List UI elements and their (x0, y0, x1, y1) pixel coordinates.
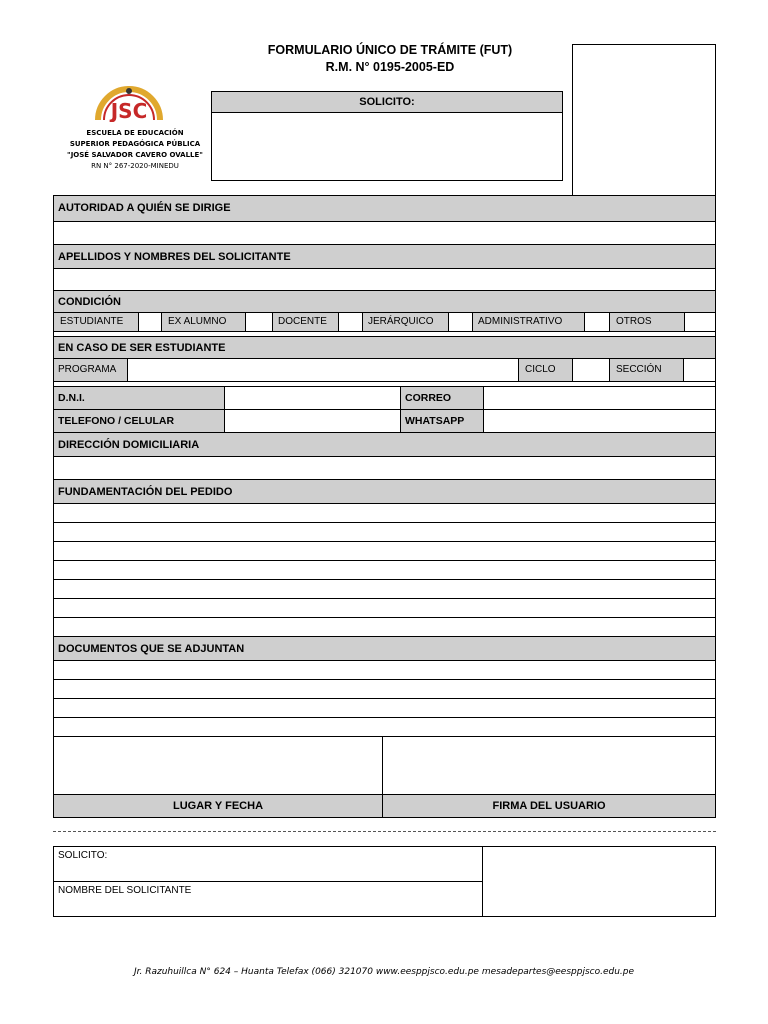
form-title: FORMULARIO ÚNICO DE TRÁMITE (FUT) (267, 43, 513, 57)
photo-box[interactable] (572, 44, 716, 196)
condicion-estudiante-label: ESTUDIANTE (60, 316, 124, 327)
fundamentacion-line[interactable] (54, 504, 715, 523)
solicito-field[interactable] (212, 113, 562, 181)
condicion-exalumno-checkbox[interactable] (245, 313, 273, 331)
receipt-nombre-field[interactable] (54, 882, 483, 916)
dni-label: D.N.I. (54, 387, 225, 409)
dni-row (54, 387, 715, 410)
telefono-field[interactable] (225, 410, 401, 432)
solicito-box (211, 91, 563, 181)
section-fundamentacion: FUNDAMENTACIÓN DEL PEDIDO (54, 480, 715, 504)
section-apellidos: APELLIDOS Y NOMBRES DEL SOLICITANTE (54, 245, 715, 269)
telefono-label: TELEFONO / CELULAR (54, 410, 225, 432)
footer-contact: Jr. Razuhuillca N° 624 – Huanta Telefax (066) 321070 www.eesppjsco.edu.pe mesadepartes@eesppjsco.edu.pe (133, 967, 635, 977)
correo-field[interactable] (484, 387, 715, 409)
documentos-line[interactable] (54, 680, 715, 699)
fundamentacion-line[interactable] (54, 599, 715, 618)
section-estudiante: EN CASO DE SER ESTUDIANTE (54, 337, 715, 359)
section-condicion: CONDICIÓN (54, 291, 715, 313)
condicion-administrativo-checkbox[interactable] (584, 313, 610, 331)
school-name-line2: SUPERIOR PEDAGÓGICA PÚBLICA (69, 140, 201, 148)
documentos-line[interactable] (54, 699, 715, 718)
school-resolution: RN N° 267-2020-MINEDU (91, 162, 179, 170)
condicion-jerarquico-checkbox[interactable] (448, 313, 473, 331)
fundamentacion-line[interactable] (54, 580, 715, 599)
solicito-header: SOLICITO: (212, 92, 562, 113)
condicion-row (54, 313, 715, 332)
cut-line (53, 831, 716, 832)
documentos-line[interactable] (54, 661, 715, 680)
receipt-stamp-area[interactable] (483, 847, 715, 916)
telefono-row (54, 410, 715, 433)
fundamentacion-line[interactable] (54, 542, 715, 561)
condicion-docente-label: DOCENTE (278, 316, 327, 327)
receipt-solicito-field[interactable] (54, 847, 483, 882)
whatsapp-field[interactable] (484, 410, 715, 432)
programa-field[interactable] (128, 359, 519, 381)
seccion-label: SECCIÓN (610, 359, 684, 381)
ciclo-label: CICLO (519, 359, 573, 381)
lugar-fecha-field[interactable] (54, 737, 383, 795)
section-autoridad: AUTORIDAD A QUIÉN SE DIRIGE (54, 196, 715, 222)
direccion-field[interactable] (54, 457, 715, 480)
fundamentacion-line[interactable] (54, 523, 715, 542)
condicion-docente-checkbox[interactable] (338, 313, 363, 331)
school-name-line1: ESCUELA DE EDUCACIÓN (86, 129, 184, 137)
section-documentos: DOCUMENTOS QUE SE ADJUNTAN (54, 637, 715, 661)
fundamentacion-line[interactable] (54, 561, 715, 580)
correo-label: CORREO (401, 387, 484, 409)
school-logo (94, 78, 164, 122)
seccion-field[interactable] (684, 359, 715, 381)
condicion-jerarquico-label: JERÁRQUICO (368, 316, 434, 327)
estudiante-row (54, 359, 715, 382)
ciclo-field[interactable] (573, 359, 610, 381)
fundamentacion-line[interactable] (54, 618, 715, 637)
programa-label: PROGRAMA (54, 359, 128, 381)
documentos-line[interactable] (54, 718, 715, 737)
apellidos-field[interactable] (54, 269, 715, 291)
receipt-solicito-label: SOLICITO: (58, 850, 108, 861)
dni-field[interactable] (225, 387, 401, 409)
form-subtitle: R.M. N° 0195-2005-ED (325, 60, 455, 74)
condicion-exalumno-label: EX ALUMNO (168, 316, 227, 327)
whatsapp-label: WHATSAPP (401, 410, 484, 432)
lugar-fecha-label: LUGAR Y FECHA (54, 795, 383, 817)
main-form (53, 195, 716, 818)
autoridad-field[interactable] (54, 222, 715, 245)
condicion-otros-checkbox[interactable] (684, 313, 715, 331)
firma-label: FIRMA DEL USUARIO (383, 795, 715, 817)
condicion-otros-label: OTROS (616, 316, 652, 327)
condicion-estudiante-checkbox[interactable] (138, 313, 162, 331)
svg-text:JSC: JSC (110, 99, 148, 122)
condicion-administrativo-label: ADMINISTRATIVO (478, 316, 563, 327)
section-direccion: DIRECCIÓN DOMICILIARIA (54, 433, 715, 457)
receipt-nombre-label: NOMBRE DEL SOLICITANTE (58, 885, 192, 896)
firma-field[interactable] (383, 737, 715, 795)
school-name-line3: "JOSÉ SALVADOR CAVERO OVALLE" (67, 151, 203, 159)
receipt-stub (53, 846, 716, 917)
